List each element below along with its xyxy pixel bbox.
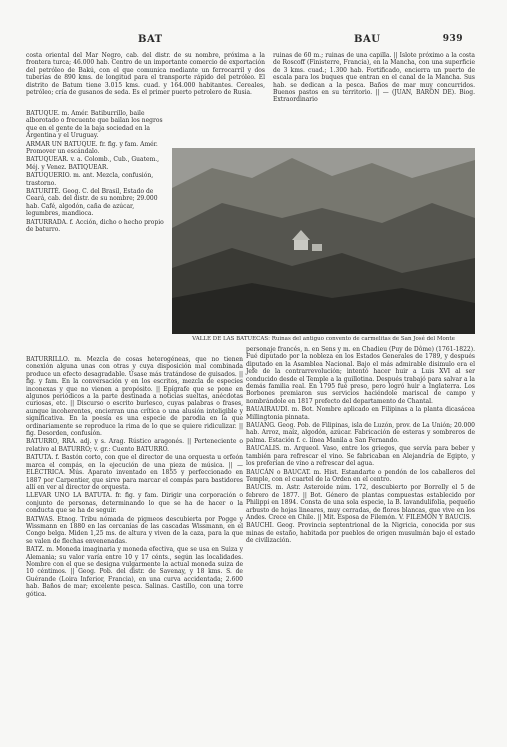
entry-bauchi: BAUCHI. Geog. Provincia septentrional de la Nigricia, conocida por sus minas de estaño, habitada por pueblos de origen musulmán bajo el estado de civilización. (246, 522, 475, 545)
entry-batuquerio: BATUQUERIO. m. ant. Mezcla, confusión, trastorno. (26, 172, 154, 187)
top-left-paragraph: costa oriental del Mar Negro, cab. del distr. de su nombre, próxima a la frontera turca; 46.000 hab. Centro de un importante comercio de exportación del petróleo de Bakú, con el que comunica mediante un ferrocarril y dos tuberías de 890 kms. de longitud para el transporte rápido del petróleo. El distrito de Batum tiene 3.015 kms. cuad. y 164.000 habitantes. Cereales, petróleo; cría de gusanos de seda. Es el primer puerto petrolero de Rusia. (26, 52, 265, 97)
left-lower-column (26, 356, 243, 599)
entry-batz: BATZ. m. Moneda imaginaria y moneda efectiva, que se usa en Suiza y Alemania; su valor varía entre 10 y 17 cénts., según las localidades. Nombre con el que se designa vulgarmente la actual moneda suiza de 10 céntimos. || Geog. Pob. del distr. de Savenay, y 18 kms. S. de Guérande (Loira Inferior, Francia), en una curva accidentada; 2.600 hab. Baños de mar; excelente pesca. Salinas. Castillo, con una torre gótica. (26, 546, 243, 598)
mountain-valley-illustration (172, 148, 475, 334)
entry-baucalis: BAUCALIS. m. Arqueol. Vaso, entre los griegos, que servía para beber y también para refrescar el vino. Se fabricaban en Alejandría de Egipto, y los preferían de vino a refrescar del agua. (246, 445, 475, 468)
entry-bauairaudi: BAUAIRAUDI. m. Bot. Nombre aplicado en Filipinas a la planta dicasácea Millingtonia pinnata. (246, 406, 475, 421)
entry-baturite: BATURITÉ. Geog. C. del Brasil, Estado de Ceará, cab. del distr. de su nombre; 29.000 hab. Café, algodón, caña de azúcar, legumbres, mandioca. (26, 188, 158, 218)
entry-llevar-la-batuta: LLEVAR UNO LA BATUTA. fr. fig. y fam. Dirigir una corporación o conjunto de personas, determinando lo que se ha de hacer o la conducta que se ha de seguir. (26, 492, 243, 515)
top-right-paragraph: ruinas de 60 m.; ruinas de una capilla. || Islote próximo a la costa de Roscoff (Finisterre, Francia), en la Mancha, con una superficie de 3 kms. cuad.; 1.300 hab. Fortificado, encierra un puerto de escala para los buques que entran en el canal de la Mancha. Sus hab. se dedican a la pesca. Baños de mar muy concurridos. Buenos pastos en su territorio. || — (JUAN, BARÓN DE). Biog. Extraordinario (273, 52, 475, 104)
entry-batuta: BATUTA. f. Bastón corto, con que el director de una orquesta u orfeón marca el compás, en la ejecución de una pieza de música. || — ELÉCTRICA. Mús. Aparato inventado en 1855 y perfeccionado en 1887 por Carpentier, que sirve para marcar el compás para bastidores allí en ver al director de orquesta. (26, 454, 243, 491)
page-number: 939 (442, 34, 463, 44)
header-center-guide-word: BAU (354, 34, 381, 45)
entry-baturro: BATURRO, RRA. adj. y s. Arag. Rústico aragonés. || Perteneciente o relativo al BATURRO; v. gr.: Cuento BATURRO. (26, 438, 243, 453)
entry-batuque: BATUQUE. m. Amér. Batiburrillo, baile alborotado o frecuente que bailan los negros que en el gente de la baja sociedad en la Argentina y el Uruguay. (26, 110, 163, 140)
narrow-column-entries (26, 110, 165, 235)
photo-caption: VALLE DE LAS BATUECAS: Ruinas del antiguo convento de carmelitas de San José del Monte (192, 336, 455, 342)
entry-bauang: BAUANG. Geog. Pob. de Filipinas, isla de Luzón, prov. de La Unión; 20.000 hab. Arroz, maíz, algodón, azúcar. Fabricación de esteras y sombreros de palma. Estación f. c. línea Manila a San Fernando. (246, 422, 475, 444)
entry-baturrada: BATURRADA. f. Acción, dicho o hecho propio de baturro. (26, 218, 164, 234)
right-lower-column (246, 346, 475, 546)
entry-batwas: BATWAS. Etnog. Tribu nómada de pigmeos descubierta por Pogge y Wissmann en 1880 en las cercanías de las cascadas Wissmann, en el Congo belga. Miden 1,25 ms. de altura y viven de la caza, para la que se valen de flechas envenenadas. (26, 515, 243, 545)
entry-baucan: BAUCÁN o BAUCAT. m. Hist. Estandarte o pendón de los caballeros del Temple, con el cuartel de la Orden en el centro. (246, 468, 475, 483)
header-left-guide-word: BAT (138, 34, 163, 45)
entry-armar-un-batuque: ARMAR UN BATUQUE. fr. fig. y fam. Amér. Promover un escándalo. (26, 140, 158, 156)
entry-baucis: BAUCIS. m. Astr. Asteroide núm. 172, descubierto por Borrelly el 5 de febrero de 1877. || Bot. Género de plantas compuestas establecido por Philippi en 1894. Consta de una sola especie, la B. lavandulifolia, pequeño arbusto de hojas lineares, muy cerradas, de flores blancas, que vive en los Andes. Crece en Chile. || Mit. Esposa de Filemón. V. FILEMÓN Y BAUCIS. (246, 484, 475, 521)
entry-batuquear: BATUQUEAR. v. a. Colomb., Cub., Guatem., Méj. y Venez. BATIQUEAR. (26, 156, 160, 171)
landscape-photo (172, 148, 475, 334)
entry-continuation: personaje francés, n. en Sens y m. en Chadieu (Puy de Dôme) (1761-1822). Fué diputado por la nobleza en los Estados Generales de 1789, y después diputado en la Asamblea Nacional. Bajo el más admirable disimulo era el Jefe de la contrarrevolución; intentó hacer huir a Luis XVI al ser conducido desde el Temple a la guillotina. Después trabajó para salvar a la demás familia real. En 1795 fué preso, pero logró huir a Inglaterra. Los Borbones premiaron sus servicios haciéndole mariscal de campo y nombrándole en 1817 prefecto del departamento de Chantal. (246, 346, 475, 405)
entry-baturrillo: BATURRILLO. m. Mezcla de cosas heterogéneas, que no tienen conexión alguna unas con otras y cuya disposición mal combinada produce un efecto desagradable. Úsase más tratándose de guisados. || fig. y fam. En la conversación y en los escritos, mezcla de especies inconexas y que no vienen a propósito. || Epígrafe que se pone en algunos periódicos a la parte destinada a noticias sueltas, anécdotas curiosas, etc. || Discurso o escrito burlesco, cuyas palabras o frases, aunque incoherentes, encierran una crítica o una alusión inteligible y significativa. En la poesía es una especie de parodia en la que ordinariamente se reproduce la rima de lo que se quiere ridiculizar. || fig. Desorden, confusión. (26, 356, 243, 438)
